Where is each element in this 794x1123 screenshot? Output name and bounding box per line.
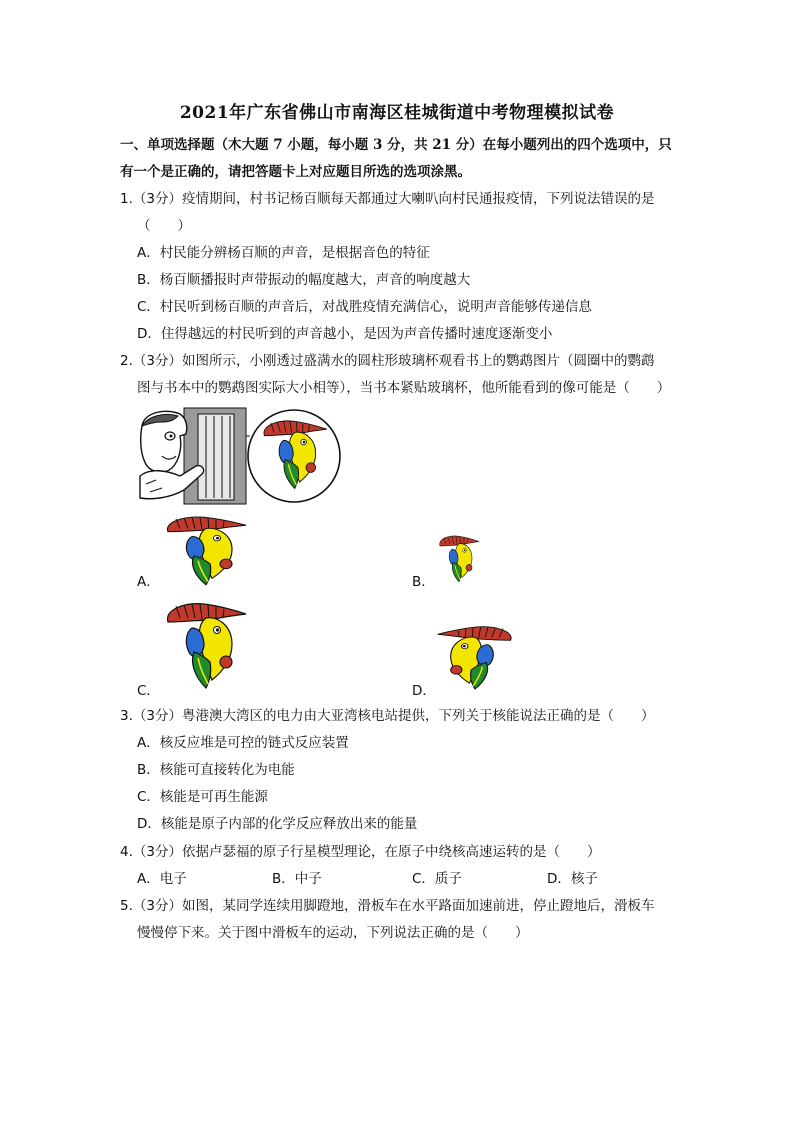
q2-stem-line1: 2.（3分）如图所示，小刚透过盛满水的圆柱形玻璃杯观看书上的鹦鹉图片（圆圈中的鹦鹉	[120, 353, 655, 369]
q2-option-c-label: C．	[137, 683, 160, 699]
q2-option-d-label: D．	[412, 683, 436, 699]
q4-stem: 4.（3分）依据卢瑟福的原子行星模型理论，在原子中绕核高速运转的是（ ）	[120, 844, 601, 860]
section-instructions-line1: 一、单项选择题（木大题 7 小题，每小题 3 分，共 21 分）在每小题列出的四个选项中，只	[120, 137, 672, 153]
section-instructions	[120, 132, 680, 186]
q3-stem: 3.（3分）粤港澳大湾区的电力由大亚湾核电站提供，下列关于核能说法正确的是（ ）	[120, 708, 655, 724]
q1-option-d: D．住得越远的村民听到的声音越小，是因为声音传播时速度逐渐变小	[137, 326, 553, 342]
q1-option-c: C．村民听到杨百顺的声音后，对战胜疫情充满信心，说明声音能够传递信息	[137, 299, 592, 315]
q3-option-a: A．核反应堆是可控的链式反应装置	[137, 735, 349, 751]
page-title: 2021年广东省佛山市南海区桂城街道中考物理模拟试卷	[179, 103, 615, 123]
section-instructions-line2: 有一个是正确的，请把答题卡上对应题目所选的选项涂黑。	[120, 164, 471, 180]
q3-option-d: D．核能是原子内部的化学反应释放出来的能量	[137, 816, 418, 832]
q2-option-b-figure	[436, 534, 482, 584]
q1-option-b: B．杨百顺播报时声带振动的幅度越大，声音的响度越大	[137, 272, 471, 288]
q2-option-a-label: A．	[137, 574, 160, 590]
q2-stem-line2: 图与书本中的鹦鹉图实际大小相等），当书本紧贴玻璃杯，他所能看到的像可能是（ ）	[137, 380, 671, 396]
q2-option-a-figure	[160, 514, 252, 588]
q1-stem-line1: 1.（3分）疫情期间，村书记杨百顺每天都通过大喇叭向村民通报疫情，下列说法错误的是	[120, 191, 655, 207]
q2-option-c-figure	[160, 600, 252, 692]
q3-option-c: C．核能是可再生能源	[137, 789, 268, 805]
q1-stem-line2: （ ）	[137, 218, 191, 234]
q4-option-c: C．质子	[412, 871, 462, 887]
q1-option-a: A．村民能分辨杨百顺的声音，是根据音色的特征	[137, 245, 430, 261]
q4-option-a: A．电子	[137, 871, 187, 887]
q2-illustration	[136, 406, 342, 506]
q4-option-b: B．中子	[272, 871, 322, 887]
q4-option-d: D．核子	[547, 871, 598, 887]
q5-stem-line1: 5.（3分）如图，某同学连续用脚蹬地，滑板车在水平路面加速前进，停止蹬地后，滑板车	[120, 898, 655, 914]
q2-option-d-figure	[432, 624, 518, 692]
q3-option-b: B．核能可直接转化为电能	[137, 762, 295, 778]
q2-option-b-label: B．	[412, 574, 435, 590]
q5-stem-line2: 慢慢停下来。关于图中滑板车的运动，下列说法正确的是（ ）	[137, 925, 529, 941]
